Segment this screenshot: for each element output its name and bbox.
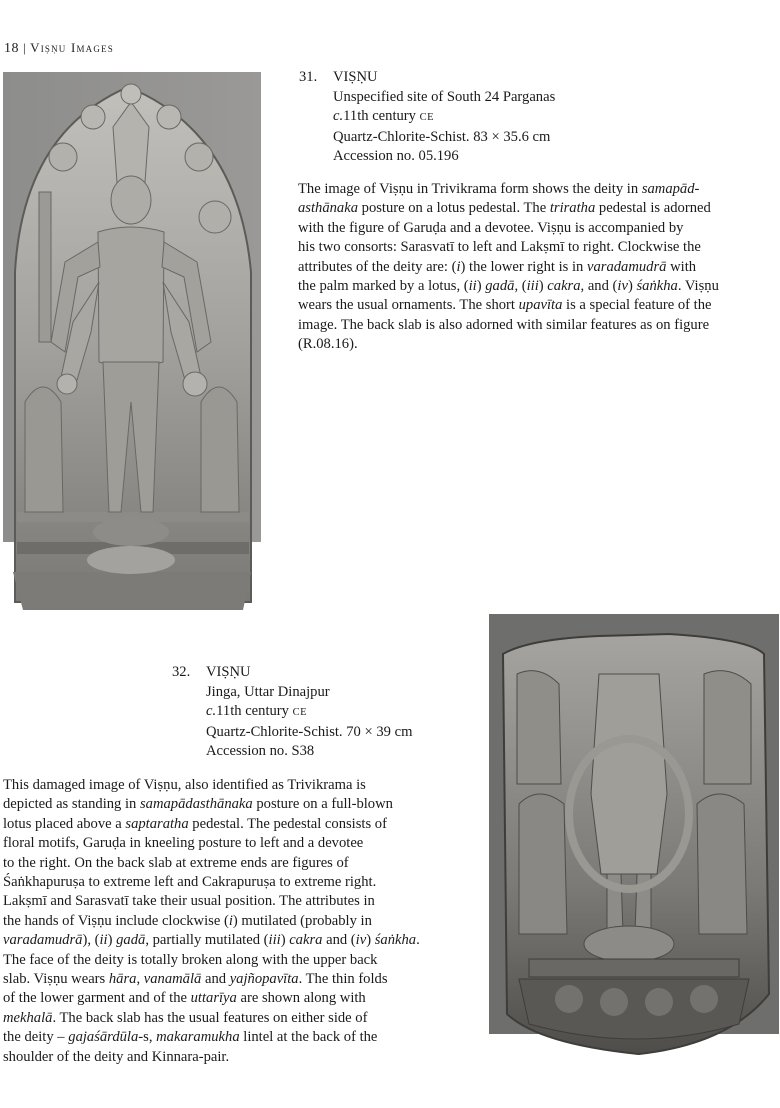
description-line: image. The back slab is also adorned with similar features as on figure [298, 316, 710, 333]
plate-31-image [3, 72, 261, 615]
description-line: (R.08.16). [298, 336, 358, 353]
description-line: his two consorts: Sarasvatī to left and Lakṣmī to right. Clockwise the [298, 239, 701, 256]
plate-32-accession: Accession no. S38 [206, 743, 315, 759]
description-line: mekhalā. The back slab has the usual features on either side of [3, 1009, 368, 1026]
description-line: floral motifs, Garuḍa in kneeling posture to left and a devotee [3, 835, 364, 852]
description-line: to the right. On the back slab at extreme ends are figures of [3, 854, 349, 871]
plate-31-caption [299, 68, 555, 167]
description-line: depicted as standing in samapādasthānaka posture on a full-blown [3, 796, 393, 813]
plate-31-material: Quartz-Chlorite-Schist. 83 × 35.6 cm [333, 128, 551, 145]
description-line: with the figure of Garuḍa and a devotee. Viṣṇu is accompanied by [298, 219, 684, 236]
page-number: 18 [4, 41, 19, 56]
description-line: The image of Viṣṇu in Trivikrama form shows the deity in samapād- [298, 181, 700, 197]
running-head [4, 40, 114, 57]
description-line: shoulder of the deity and Kinnara-pair. [3, 1048, 230, 1065]
sculpture-vishnu-damaged-icon [489, 614, 779, 1064]
plate-31-description [298, 180, 719, 355]
description-line: the hands of Viṣṇu include clockwise (i) mutilated (probably in [3, 912, 372, 929]
description-line: wears the usual ornaments. The short upavīta is a special feature of the [298, 297, 712, 314]
description-line: This damaged image of Viṣṇu, also identified as Trivikrama is [3, 777, 366, 793]
description-line: lotus placed above a saptaratha pedestal. The pedestal consists of [3, 815, 387, 832]
description-line: Śaṅkhapuruṣa to extreme left and Cakrapuruṣa to extreme right. [3, 874, 377, 891]
plate-32-material: Quartz-Chlorite-Schist. 70 × 39 cm [206, 723, 413, 740]
plate-32-title: VIṢṆU [206, 664, 251, 680]
plate-32-site: Jinga, Uttar Dinajpur [206, 683, 330, 700]
running-head-separator: | [23, 40, 27, 55]
description-line: asthānaka posture on a lotus pedestal. The triratha pedestal is adorned [298, 200, 711, 217]
description-line: Lakṣmī and Sarasvatī take their usual position. The attributes in [3, 893, 375, 910]
description-line: varadamudrā), (ii) gadā, partially mutilated (iii) cakra and (iv) śaṅkha. [3, 932, 420, 949]
plate-32-description [3, 776, 420, 1067]
description-line: slab. Viṣṇu wears hāra, vanamālā and yajñopavīta. The thin folds [3, 971, 388, 988]
plate-31-title: VIṢṆU [333, 69, 378, 85]
plate-31-site: Unspecified site of South 24 Parganas [333, 88, 556, 105]
plate-32-date: c.11th century CE [206, 703, 308, 719]
description-line: of the lower garment and of the uttarīya are shown along with [3, 990, 366, 1007]
description-line: attributes of the deity are: (i) the lower right is in varadamudrā with [298, 258, 697, 275]
description-line: The face of the deity is totally broken along with the upper back [3, 951, 378, 968]
plate-32-number: 32. [172, 664, 191, 680]
sculpture-vishnu-trivikrama-icon [3, 72, 261, 615]
description-line: the palm marked by a lotus, (ii) gadā, (iii) cakra, and (iv) śaṅkha. Viṣṇu [298, 278, 719, 295]
plate-32-caption [172, 663, 412, 762]
plate-31-date: c.11th century CE [333, 108, 435, 124]
description-line: the deity – gajaśārdūla-s, makaramukha lintel at the back of the [3, 1029, 378, 1046]
plate-31-number: 31. [299, 69, 318, 85]
plate-32-image [489, 614, 779, 1064]
plate-31-accession: Accession no. 05.196 [333, 148, 459, 164]
running-head-title: Viṣṇu Images [30, 40, 114, 55]
